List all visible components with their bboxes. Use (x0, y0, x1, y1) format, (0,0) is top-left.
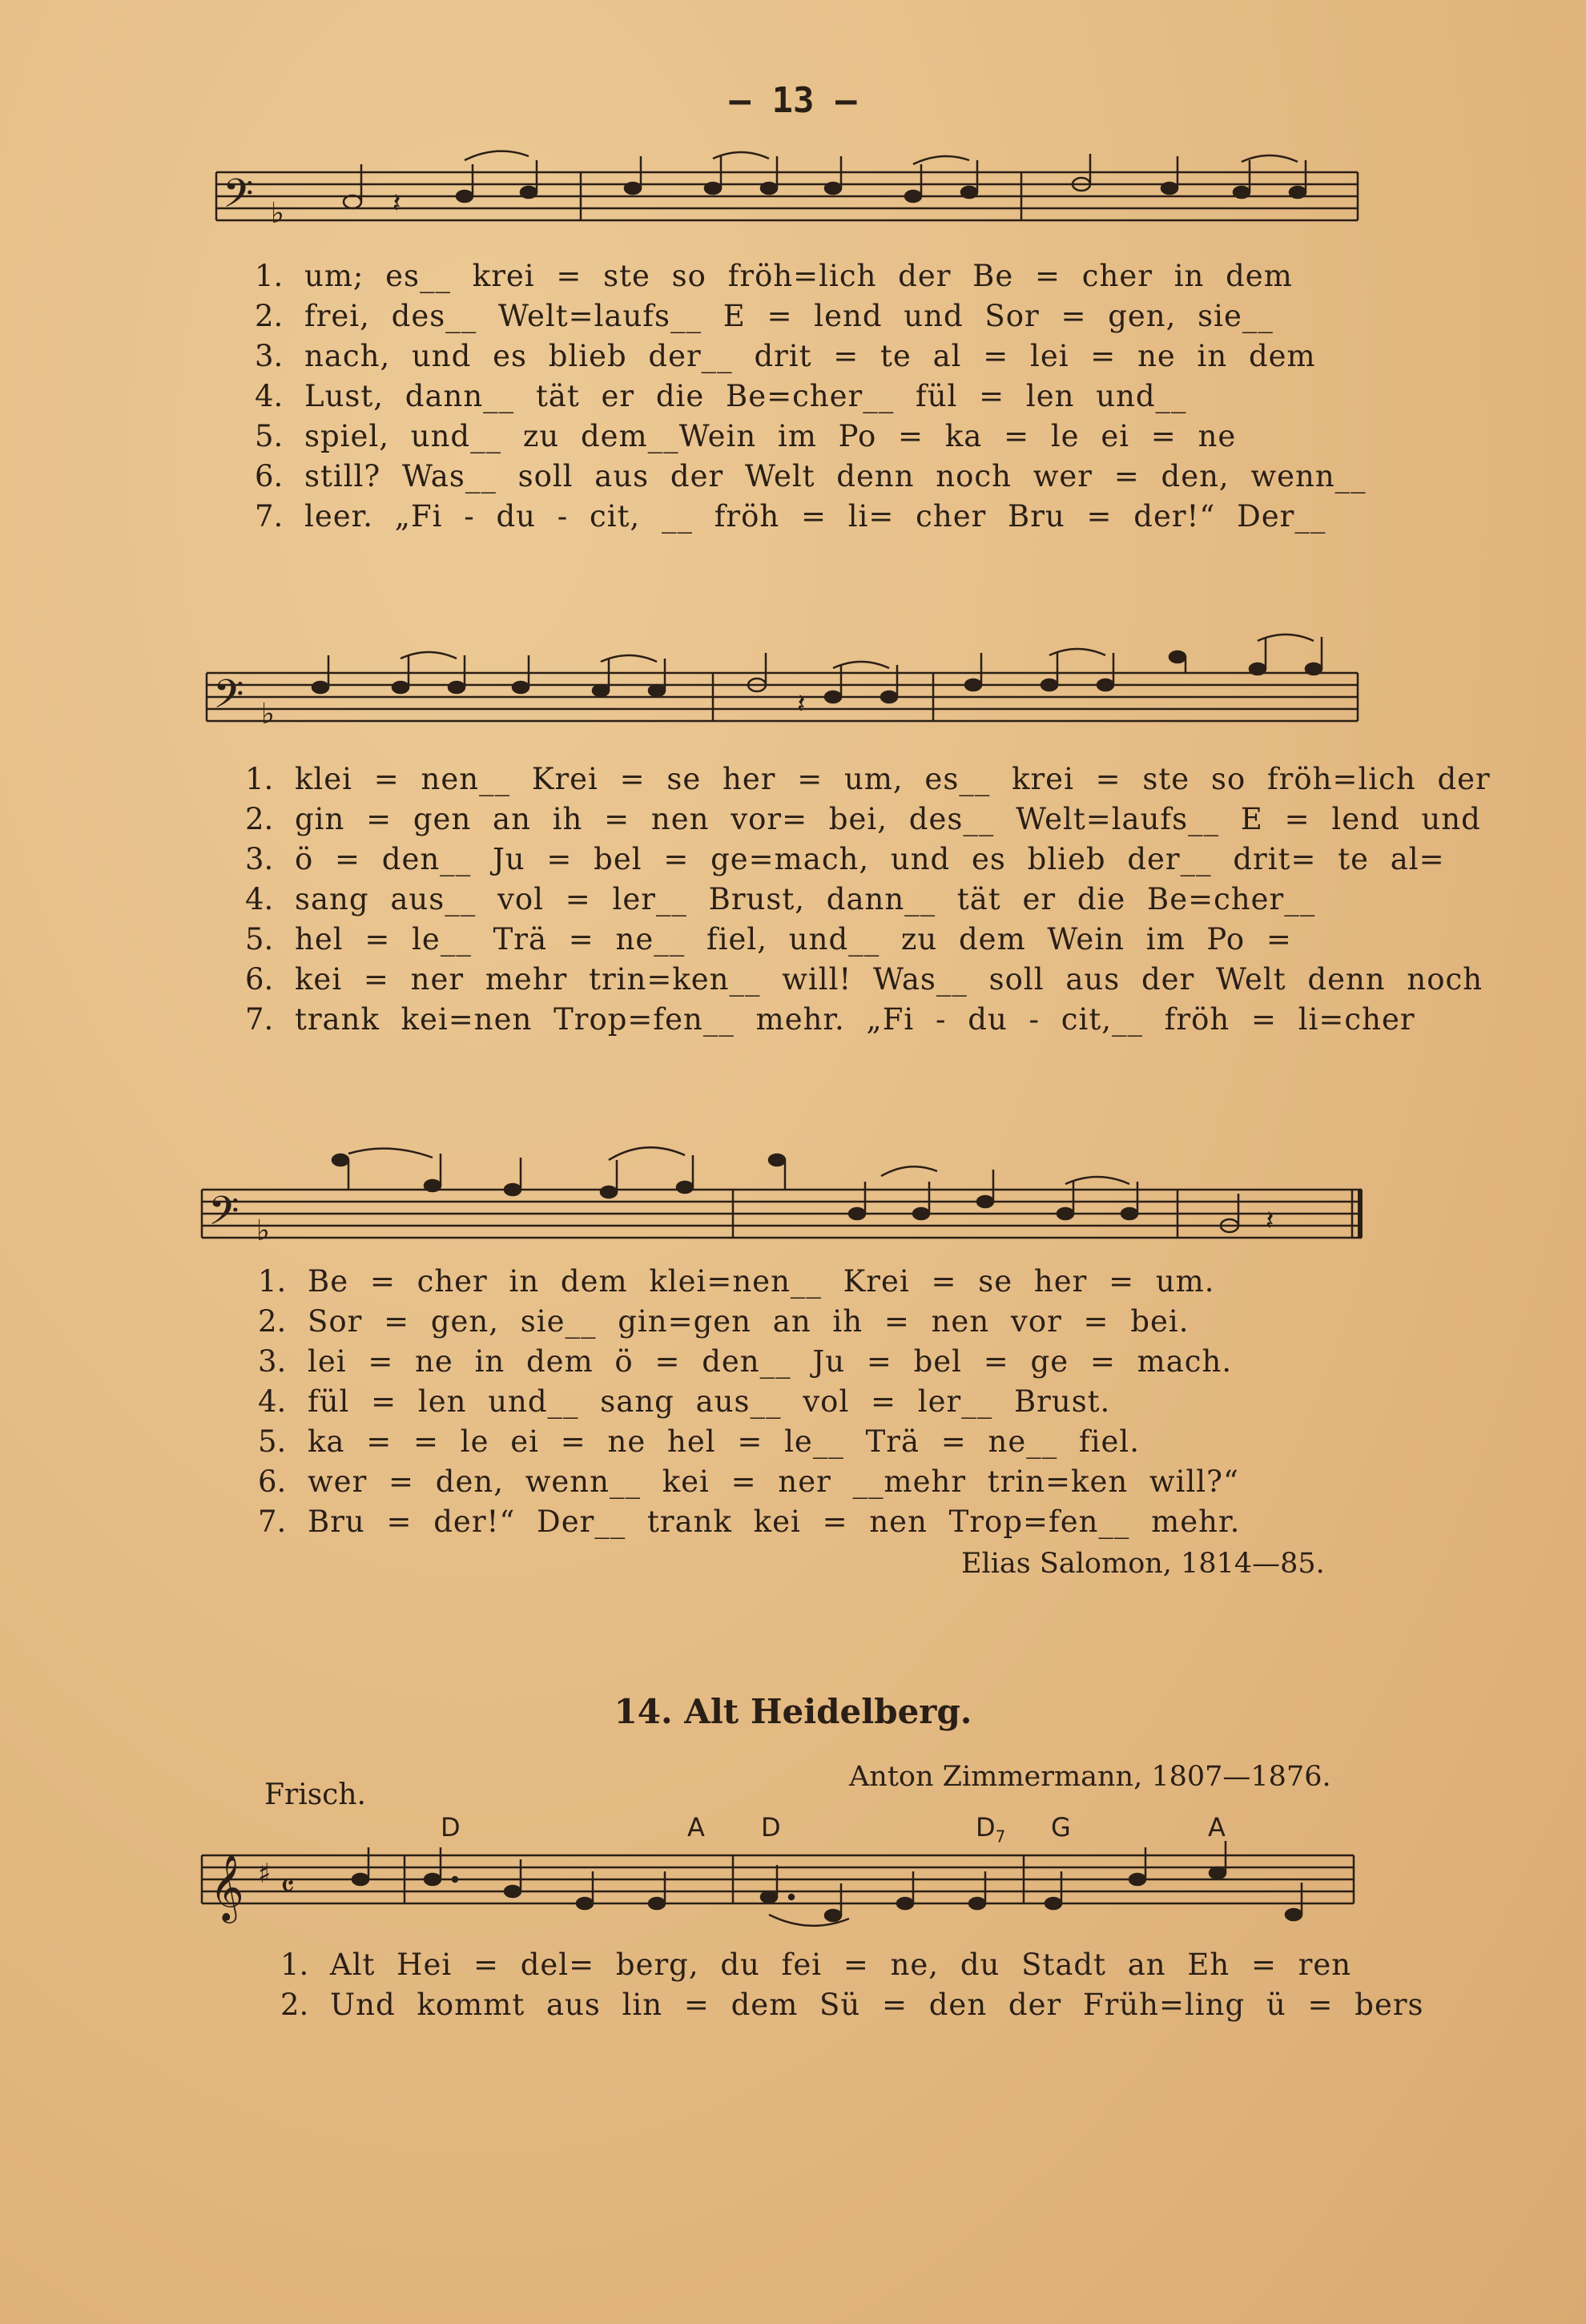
lyric-line: 7. trank kei=nen Trop=fen__ mehr. „Fi - du - cit,__ fröh = li=cher (245, 1002, 1415, 1037)
lyric-line: 4. Lust, dann__ tät er die Be=cher__ fül = len und__ (255, 379, 1187, 413)
svg-text:♯: ♯ (258, 1858, 272, 1890)
lyric-line: 2. frei, des__ Welt=laufs__ E = lend und Sor = gen, sie__ (255, 299, 1274, 333)
lyric-line: 3. nach, und es blieb der__ drit = te al = lei = ne in dem (255, 339, 1316, 373)
lyric-line: 2. Sor = gen, sie__ gin=gen an ih = nen vor = bei. (258, 1304, 1190, 1339)
chord-symbol: D (441, 1812, 461, 1843)
svg-text:𝄴: 𝄴 (280, 1868, 295, 1905)
chord-symbol: A (687, 1812, 705, 1843)
lyrics-section-1 (255, 256, 1367, 537)
svg-text:𝄽: 𝄽 (797, 688, 806, 720)
chord-symbol: A (1208, 1812, 1226, 1843)
lyric-line: 2. Und kommt aus lin = dem Sü = den der Früh=ling ü = bers (280, 1988, 1424, 2022)
composer-credit-salomon: Elias Salomon, 1814—85. (961, 1548, 1325, 1580)
chord-symbol: G (1051, 1812, 1071, 1843)
svg-text:♭: ♭ (271, 197, 284, 230)
svg-text:𝄽: 𝄽 (392, 187, 401, 220)
staff-4 (202, 1841, 1354, 1926)
svg-text:𝄢: 𝄢 (213, 671, 244, 727)
svg-text:♭: ♭ (261, 698, 275, 731)
staff-3 (202, 1147, 1362, 1247)
page-number: — 13 — (729, 80, 857, 121)
lyric-line: 6. still? Was__ soll aus der Welt denn noch wer = den, wenn__ (255, 459, 1367, 493)
lyrics-section-3 (258, 1262, 1240, 1542)
staff-2 (207, 634, 1358, 731)
lyric-line: 1. Be = cher in dem klei=nen__ Krei = se her = um. (258, 1264, 1215, 1299)
lyric-line: 3. lei = ne in dem ö = den__ Ju = bel = ge = mach. (258, 1344, 1233, 1379)
lyrics-section-2 (245, 759, 1491, 1040)
staff-1 (216, 151, 1358, 230)
lyric-line: 5. ka = = le ei = ne hel = le__ Trä = ne__ fiel. (258, 1424, 1141, 1459)
lyric-line: 6. wer = den, wenn__ kei = ner __mehr trin=ken will?“ (258, 1464, 1239, 1499)
lyric-line: 1. um; es__ krei = ste so fröh=lich der Be = cher in dem (255, 259, 1293, 293)
lyric-line: 4. fül = len und__ sang aus__ vol = ler__ Brust. (258, 1384, 1111, 1419)
lyric-line: 3. ö = den__ Ju = bel = ge=mach, und es blieb der__ drit= te al= (245, 842, 1445, 876)
lyric-line: 7. leer. „Fi - du - cit, __ fröh = li= cher Bru = der!“ Der__ (255, 499, 1326, 534)
svg-text:♭: ♭ (256, 1214, 270, 1247)
svg-text:𝄞: 𝄞 (210, 1853, 244, 1920)
lyric-line: 4. sang aus__ vol = ler__ Brust, dann__ tät er die Be=cher__ (245, 882, 1316, 916)
tempo-marking: Frisch. (264, 1778, 366, 1811)
svg-text:𝄢: 𝄢 (223, 171, 254, 227)
lyric-line: 1. klei = nen__ Krei = se her = um, es__ krei = ste so fröh=lich der (245, 762, 1491, 796)
song-title: 14. Alt Heidelberg. (614, 1692, 972, 1731)
lyric-line: 7. Bru = der!“ Der__ trank kei = nen Trop=fen__ mehr. (258, 1504, 1241, 1539)
svg-text:𝄽: 𝄽 (1266, 1205, 1274, 1237)
composer-credit-zimmermann: Anton Zimmermann, 1807—1876. (849, 1761, 1331, 1793)
chord-symbol: D (761, 1812, 781, 1843)
chord-symbol: $D_7$ (976, 1812, 1006, 1847)
svg-text:𝄢: 𝄢 (208, 1188, 240, 1244)
lyric-line: 5. hel = le__ Trä = ne__ fiel, und__ zu dem Wein im Po = (245, 922, 1292, 957)
lyric-line: 2. gin = gen an ih = nen vor= bei, des__ Welt=laufs__ E = lend und (245, 802, 1481, 836)
lyrics-song-14 (280, 1945, 1424, 2025)
lyric-line: 6. kei = ner mehr trin=ken__ will! Was__ soll aus der Welt denn noch (245, 962, 1483, 997)
lyric-line: 5. spiel, und__ zu dem__Wein im Po = ka = le ei = ne (255, 419, 1237, 453)
lyric-line: 1. Alt Hei = del= berg, du fei = ne, du Stadt an Eh = ren (280, 1947, 1352, 1982)
